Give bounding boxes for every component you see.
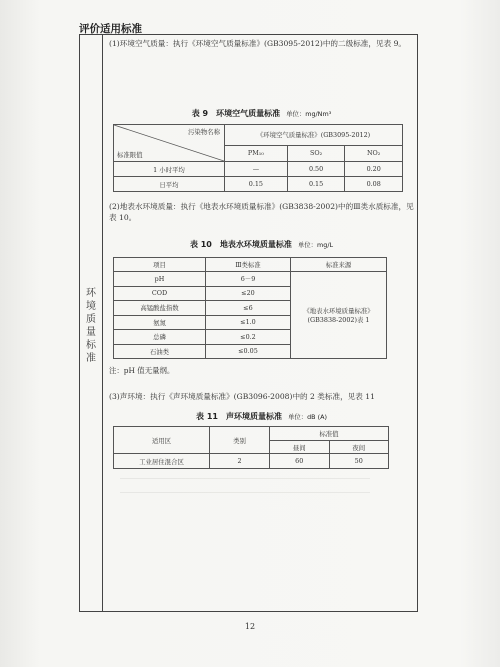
side-column — [80, 35, 103, 611]
table11-limit-header: 标准值 — [270, 427, 389, 441]
table11-area-header: 适用区 — [114, 427, 210, 454]
table10-header: Ⅲ类标准 — [206, 258, 291, 272]
table11-caption — [109, 411, 414, 422]
table9-row-label: 日平均 — [114, 177, 225, 192]
table9-corner-bottom: 标准限值 — [117, 151, 143, 159]
table11-title: 表 11 声环境质量标准 — [196, 412, 282, 421]
table11 — [113, 426, 389, 469]
table9-corner-top: 污染物名称 — [188, 128, 220, 136]
table10-source-line1: 《地表水环境质量标准》 — [303, 307, 374, 315]
table10-value: 6－9 — [206, 272, 291, 287]
section-heading: 评价适用标准 — [79, 23, 142, 35]
table9-cell: 0.15 — [287, 177, 345, 192]
table11-night-header: 夜间 — [329, 441, 389, 454]
side-label: 环境质量标准 — [86, 288, 96, 364]
table10-unit: 单位：mg/L — [297, 241, 334, 249]
table10-item: 高锰酸盐指数 — [114, 301, 206, 316]
table10-caption — [109, 239, 414, 250]
table9-cell: 0.20 — [345, 162, 403, 177]
table11-category-header: 类别 — [210, 427, 270, 454]
bleed-through-line — [120, 478, 370, 479]
table9-title: 表 9 环境空气质量标准 — [191, 109, 281, 118]
table9-cell: 0.50 — [287, 162, 345, 177]
table10-source-line2: (GB3838-2002)表 1 — [307, 316, 370, 324]
table9-row-label: 1 小时平均 — [114, 162, 225, 177]
table10-header: 标准来源 — [291, 258, 387, 272]
table11-unit: 单位：dB (A) — [287, 413, 327, 421]
table9 — [113, 124, 403, 192]
table10-value: ≤20 — [206, 286, 291, 301]
table9-pollutant: NO₂ — [345, 145, 403, 161]
table10-item: COD — [114, 286, 206, 301]
table10 — [113, 257, 387, 359]
table11-night: 50 — [329, 454, 389, 469]
table9-unit: 单位：mg/Nm³ — [286, 110, 332, 118]
table10-value: ≤0.05 — [206, 344, 291, 359]
table11-day-header: 昼间 — [270, 441, 330, 454]
table10-title: 表 10 地表水环境质量标准 — [189, 240, 292, 249]
table10-source — [291, 272, 387, 359]
table9-cell: 0.15 — [225, 177, 288, 192]
table9-pollutant: PM₁₀ — [225, 145, 288, 161]
table10-note: 注：pH 值无量纲。 — [109, 366, 175, 375]
table10-header: 项目 — [114, 258, 206, 272]
table9-pollutant: SO₂ — [287, 145, 345, 161]
table9-standard-header: 《环境空气质量标准》(GB3095-2012) — [225, 125, 403, 146]
table11-area: 工业居住混合区 — [114, 454, 210, 469]
table9-caption — [109, 108, 414, 119]
bleed-through-line — [120, 492, 370, 493]
table9-corner-cell — [114, 125, 225, 162]
standards-frame — [79, 34, 418, 612]
table9-cell: 0.08 — [345, 177, 403, 192]
table10-item: 氨氮 — [114, 315, 206, 330]
section3-text: (3)声环境：执行《声环境质量标准》(GB3096-2008)中的 2 类标准，见表 11 — [109, 392, 375, 401]
section1-text: (1)环境空气质量：执行《环境空气质量标准》(GB3095-2012)中的二级标准，见表 9。 — [109, 39, 407, 48]
table10-value: ≤1.0 — [206, 315, 291, 330]
section2-text: (2)地表水环境质量：执行《地表水环境质量标准》(GB3838-2002)中的Ⅲ类水质标准，见表 10。 — [109, 202, 414, 222]
table10-item: 石油类 — [114, 344, 206, 359]
table11-category: 2 — [210, 454, 270, 469]
table9-cell: — — [225, 162, 288, 177]
table10-value: ≤0.2 — [206, 330, 291, 345]
page-number: 12 — [244, 622, 256, 631]
table11-day: 60 — [270, 454, 330, 469]
table10-value: ≤6 — [206, 301, 291, 316]
table10-item: pH — [114, 272, 206, 287]
table10-item: 总磷 — [114, 330, 206, 345]
